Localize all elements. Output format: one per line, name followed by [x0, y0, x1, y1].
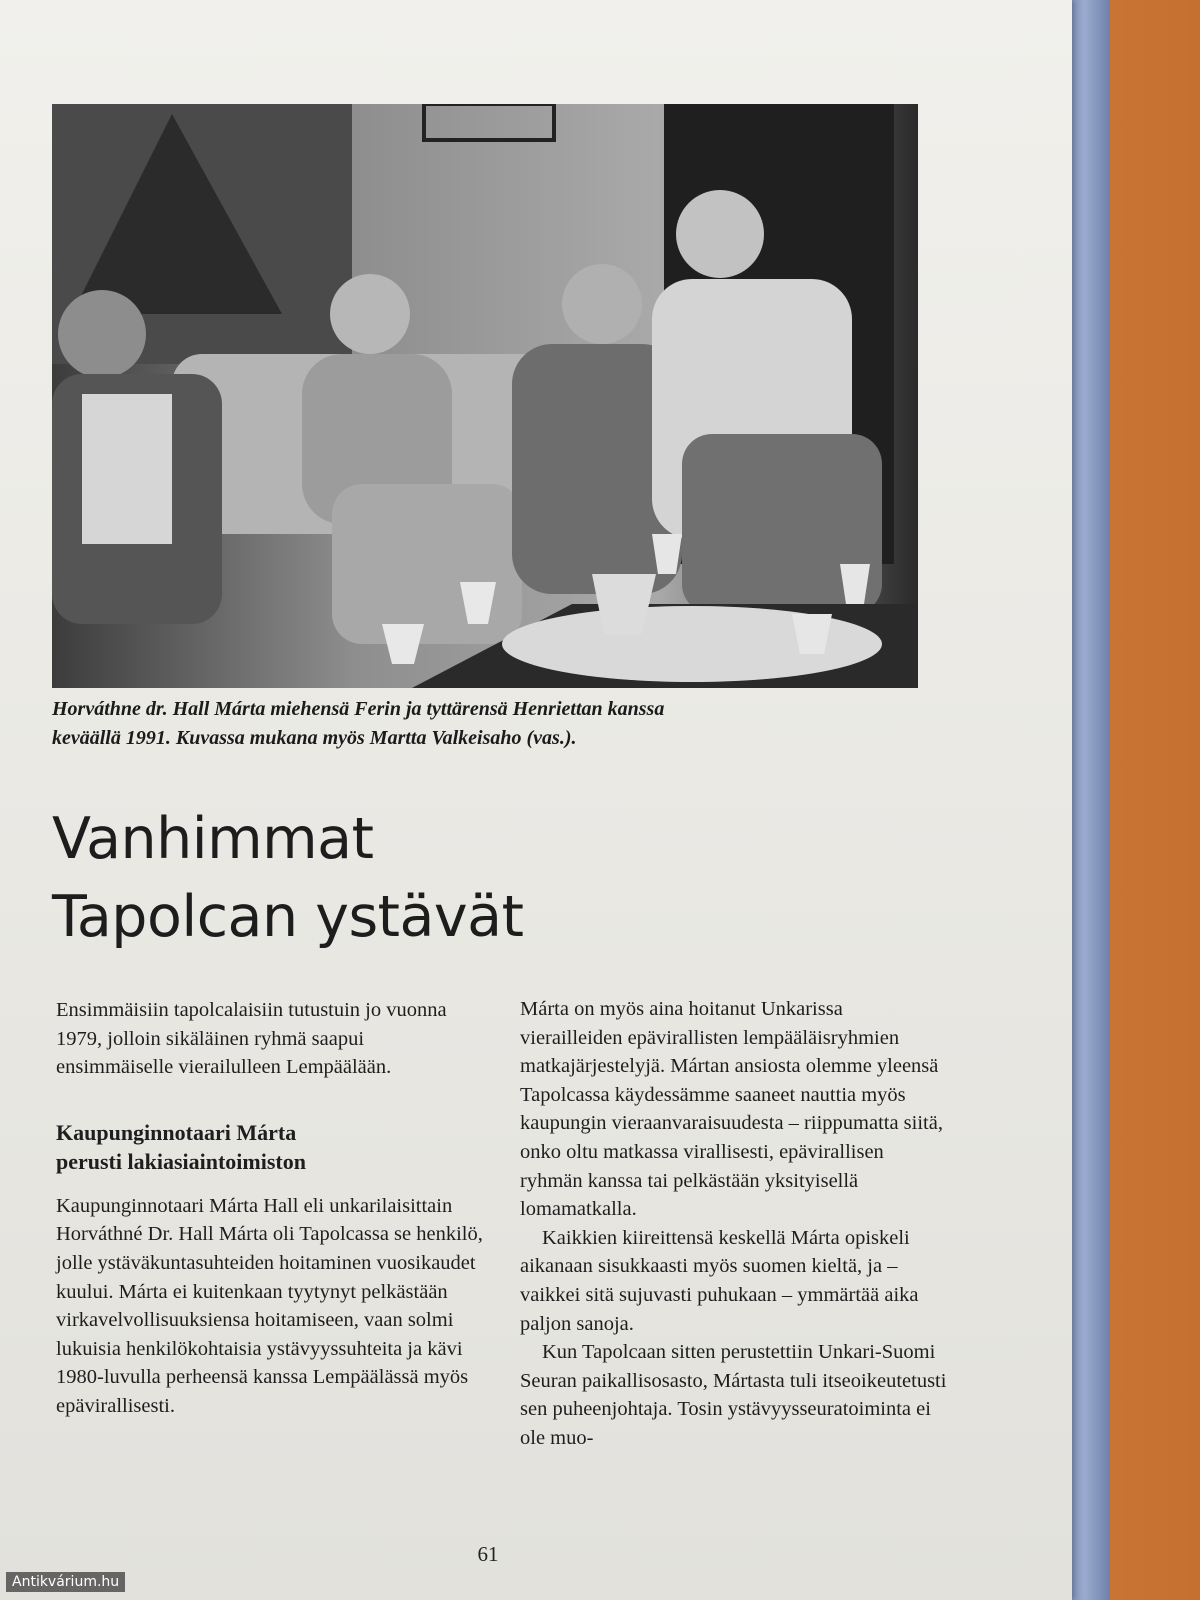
left-column [56, 996, 486, 1421]
photo-people-on-sofa-icon [52, 104, 918, 688]
page-number: 61 [477, 1542, 499, 1566]
right-paragraph-3: Kun Tapolcaan sitten perustettiin Unkari-Suomi Seuran paikallisosasto, Mártasta tuli itseoikeutetusti sen puheenjohtaja. Tosin ystävyysseuratoiminta ei ole muo- [520, 1341, 947, 1449]
intro-paragraph: Ensimmäisiin tapolcalaisiin tutustuin jo vuonna 1979, jolloin sikäläinen ryhmä saapui ensimmäiselle vierailulleen Lempäälään. [56, 999, 447, 1079]
photo-illustration [52, 104, 918, 688]
right-column [520, 995, 950, 1453]
subheading-line-1: Kaupunginnotaari Márta [56, 1119, 297, 1145]
subheading-line-2: perusti lakiasiaintoimiston [56, 1148, 306, 1174]
caption-line-2: keväällä 1991. Kuvassa mukana myös Martta Valkeisaho (vas.). [52, 727, 577, 749]
photo-caption [52, 695, 932, 753]
right-paragraph-2: Kaikkien kiireittensä keskellä Márta opiskeli aikanaan sisukkaasti myös suomen kieltä, ja – vaikkei sitä sujuvasti puhukaan – ymmärtää aika paljon sanoja. [520, 1226, 919, 1335]
heading-line-1: Vanhimmat [52, 806, 374, 872]
book-cover-edge [1068, 0, 1110, 1600]
body-paragraph: Kaupunginnotaari Márta Hall eli unkarilaisittain Horváthné Dr. Hall Márta oli Tapolcassa se henkilö, jolle ystäväkuntasuhteiden hoitaminen vuosikaudet kuului. Márta ei kuitenkaan tyytynyt pelkästään virkavelvollisuuksiensa hoitamiseen, vaan solmi lukuisia henkilökohtaisia ystävyyssuhteita ja kävi 1980-luvulla perheensä kanssa Lempäälässä myös epävirallisesti. [56, 1194, 483, 1417]
section-subheading [56, 1118, 486, 1176]
watermark: Antikvárium.hu [6, 1572, 125, 1592]
chapter-heading [52, 800, 952, 956]
caption-line-1: Horváthne dr. Hall Márta miehensä Ferin ja tyttärensä Henriettan kanssa [52, 698, 665, 720]
heading-line-2: Tapolcan ystävät [52, 884, 524, 950]
right-paragraph-1: Márta on myös aina hoitanut Unkarissa vierailleiden epävirallisten lempääläisryhmien matkajärjestelyjä. Mártan ansiosta olemme yleensä Tapolcassa käydessämme saaneet nauttia myös kaupungin vieraanvaraisuudesta – riippumatta siitä, onko oltu matkassa virallisesti, epävirallisen ryhmän kanssa tai pelkästään yksityisellä lomamatkalla. [520, 998, 943, 1221]
